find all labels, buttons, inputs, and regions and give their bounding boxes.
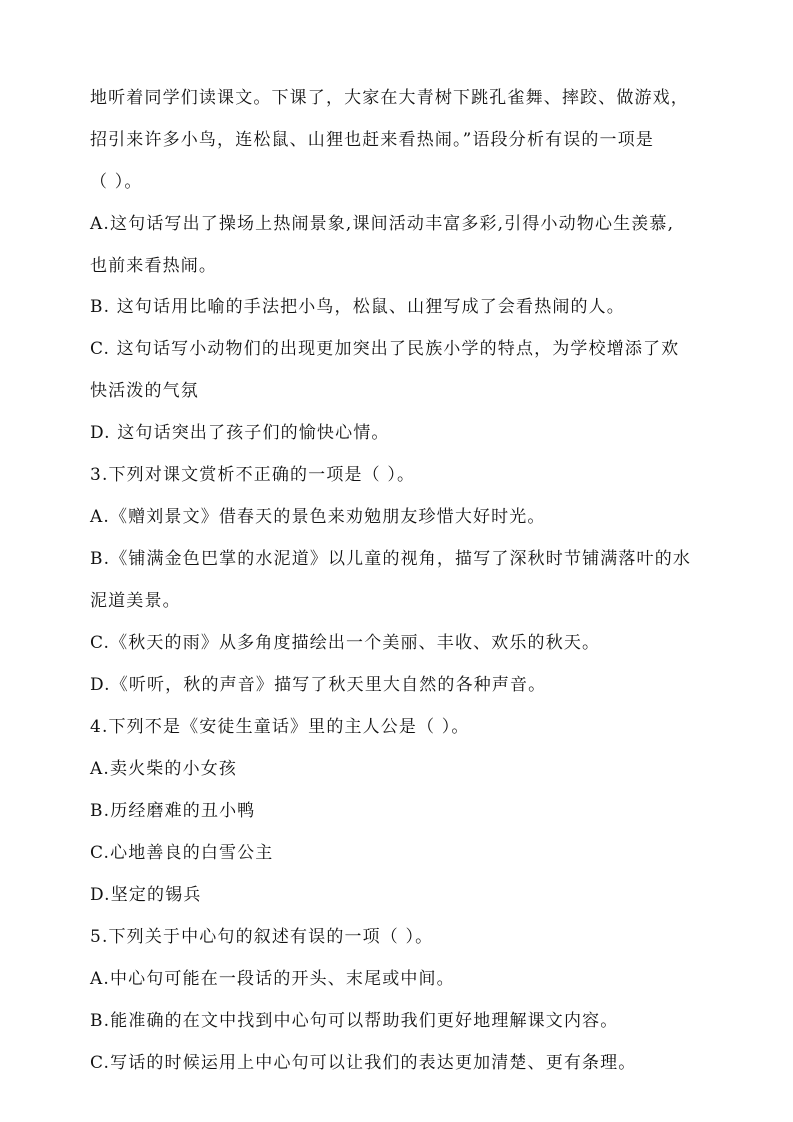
q3-option-b: B.《铺满金色巴掌的水泥道》以儿童的视角，描写了深秋时节铺满落叶的水 (90, 549, 691, 569)
question-3: 3.下列对课文赏析不正确的一项是（ ）。 (90, 465, 416, 485)
q4-option-c: C.心地善良的白雪公主 (90, 843, 274, 863)
q4-option-b: B.历经磨难的丑小鸭 (90, 801, 256, 821)
q2-option-a: A.这句话写出了操场上热闹景象,课间活动丰富多彩,引得小动物心生羡慕, (90, 214, 675, 234)
passage-line-2: 招引来许多小鸟，连松鼠、山狸也赶来看热闹。”语段分析有误的一项是 (90, 130, 654, 150)
q5-option-b: B.能准确的在文中找到中心句可以帮助我们更好地理解课文内容。 (90, 1011, 619, 1031)
q3-option-c: C.《秋天的雨》从多角度描绘出一个美丽、丰收、欢乐的秋天。 (90, 633, 601, 653)
q3-option-d: D.《听听，秋的声音》描写了秋天里大自然的各种声音。 (90, 675, 547, 695)
q4-option-d: D.坚定的锡兵 (90, 885, 202, 905)
answer-blank-line: （ ）。 (90, 172, 143, 192)
question-4: 4.下列不是《安徒生童话》里的主人公是（ ）。 (90, 717, 470, 737)
q3-option-b-cont: 泥道美景。 (90, 591, 181, 611)
q2-option-b: B. 这句话用比喻的手法把小鸟，松鼠、山狸写成了会看热闹的人。 (90, 297, 625, 317)
q5-option-a: A.中心句可能在一段话的开头、末尾或中间。 (90, 969, 455, 989)
q2-option-c-cont: 快活泼的气氛 (90, 381, 199, 401)
q2-option-d: D. 这句话突出了孩子们的愉快心情。 (90, 423, 390, 443)
q4-option-a: A.卖火柴的小女孩 (90, 759, 238, 779)
passage-line-1: 地听着同学们读课文。下课了，大家在大青树下跳孔雀舞、摔跤、做游戏， (90, 88, 689, 108)
q5-option-c: C.写话的时候运用上中心句可以让我们的表达更加清楚、更有条理。 (90, 1053, 637, 1073)
q2-option-a-cont: 也前来看热闹。 (90, 256, 218, 276)
q3-option-a: A.《赠刘景文》借春天的景色来劝勉朋友珍惜大好时光。 (90, 507, 546, 527)
q2-option-c: C. 这句话写小动物们的出现更加突出了民族小学的特点，为学校增添了欢 (90, 339, 680, 359)
question-5: 5.下列关于中心句的叙述有误的一项（ ）。 (90, 927, 434, 947)
